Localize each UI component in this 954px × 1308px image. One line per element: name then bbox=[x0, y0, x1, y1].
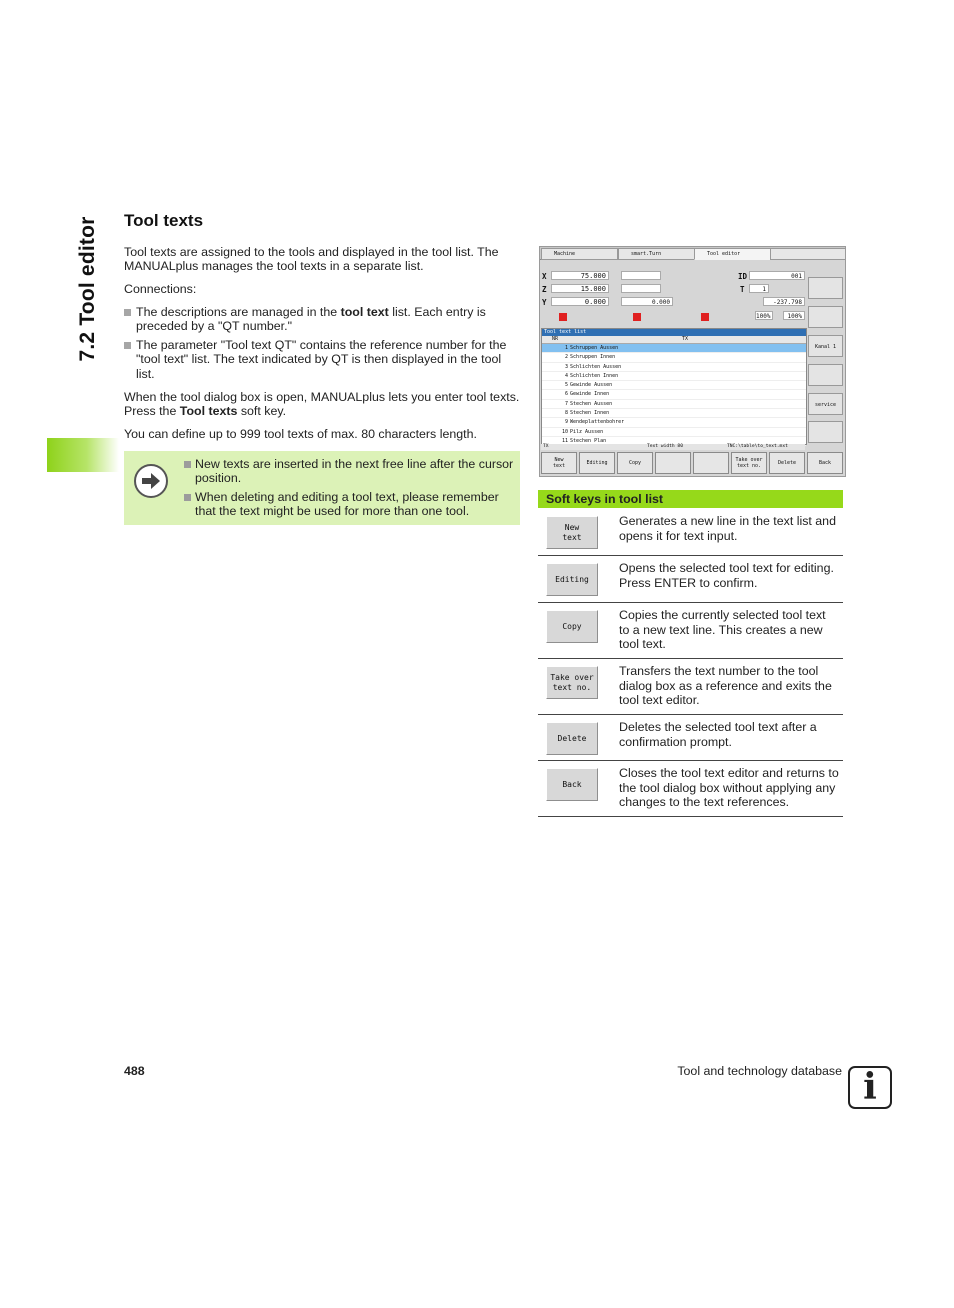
softkey-empty[interactable] bbox=[655, 452, 691, 474]
spindle-status-icon bbox=[559, 313, 567, 321]
list-row[interactable]: 9 Wendeplattenbohrer bbox=[542, 418, 806, 427]
bullet-square bbox=[124, 342, 131, 349]
note-item: New texts are inserted in the next free line after the cursor position. bbox=[184, 457, 514, 487]
softkey-table-header: Soft keys in tool list bbox=[538, 490, 843, 508]
softkey-take-over-text-no[interactable]: Take over text no. bbox=[731, 452, 767, 474]
take-over-text-no-button[interactable]: Take over text no. bbox=[546, 666, 598, 699]
side-softkey[interactable] bbox=[808, 306, 843, 328]
info-icon: i bbox=[848, 1066, 892, 1109]
screen-tab-bar bbox=[540, 247, 845, 260]
softkey-new-text[interactable]: New text bbox=[541, 452, 577, 474]
list-row[interactable]: 8 Stechen Innen bbox=[542, 409, 806, 418]
tab-tool-editor[interactable]: Tool editor bbox=[694, 248, 771, 260]
side-softkey[interactable] bbox=[808, 277, 843, 299]
side-softkey-service[interactable]: service bbox=[808, 393, 843, 415]
connections-label: Connections: bbox=[124, 282, 197, 296]
side-softkey-kanal[interactable]: Kanal 1 bbox=[808, 335, 843, 357]
softkey-table-row: Take over text no. Transfers the text number to the tool dialog box as a reference and exits the tool text editor. bbox=[538, 659, 843, 715]
chapter-tab-marker bbox=[47, 438, 119, 472]
position-display bbox=[541, 271, 805, 325]
note-box bbox=[124, 451, 520, 525]
list-row[interactable]: 2 Schruppen Innen bbox=[542, 353, 806, 362]
footer-chapter-title: Tool and technology database bbox=[677, 1064, 842, 1078]
intro-paragraph: Tool texts are assigned to the tools and displayed in the tool list. The MANUALplus manages the tool texts in a separate list. bbox=[124, 245, 499, 274]
axis-row-z: Z 15.000 T 1 bbox=[541, 284, 805, 296]
section-title: Tool texts bbox=[124, 211, 204, 230]
axis-row-x: X 75.000 ID 001 bbox=[541, 271, 805, 283]
bullet-item: The parameter "Tool text QT" contains the reference number for the "tool text" list. The text indicated by QT is then displayed in the tool list. bbox=[124, 338, 520, 382]
side-softkey[interactable] bbox=[808, 364, 843, 386]
list-row[interactable]: 7 Stechen Aussen bbox=[542, 400, 806, 409]
list-title: Tool text list bbox=[542, 329, 806, 336]
back-button[interactable]: Back bbox=[546, 768, 598, 801]
tab-extra[interactable] bbox=[770, 248, 846, 260]
tab-smart-turn[interactable]: smart.Turn bbox=[618, 248, 695, 260]
list-row[interactable]: 4 Schlichten Innen bbox=[542, 372, 806, 381]
spindle-status-icon bbox=[633, 313, 641, 321]
bullet-item: The descriptions are managed in the tool text list. Each entry is preceded by a "QT number." bbox=[124, 305, 520, 335]
list-row[interactable]: 6 Gewinde Innen bbox=[542, 390, 806, 399]
softkey-copy[interactable]: Copy bbox=[617, 452, 653, 474]
copy-button[interactable]: Copy bbox=[546, 610, 598, 643]
arrow-right-icon bbox=[134, 464, 168, 498]
chapter-side-title: 7.2 Tool editor bbox=[76, 216, 99, 362]
softkey-table-row: Editing Opens the selected tool text for editing. Press ENTER to confirm. bbox=[538, 556, 843, 603]
tool-icon-softkey[interactable] bbox=[808, 421, 843, 443]
page-number: 488 bbox=[124, 1064, 145, 1078]
softkey-table-row: New text Generates a new line in the text list and opens it for text input. bbox=[538, 509, 843, 556]
new-text-button[interactable]: New text bbox=[546, 516, 598, 549]
note-item: When deleting and editing a tool text, please remember that the text might be used for more than one tool. bbox=[184, 490, 514, 520]
softkey-delete[interactable]: Delete bbox=[769, 452, 805, 474]
editing-button[interactable]: Editing bbox=[546, 563, 598, 596]
list-status-bar: TX Text width 80 TNC:\table\to_text.mxt bbox=[541, 444, 805, 450]
limit-paragraph: You can define up to 999 tool texts of max. 80 characters length. bbox=[124, 427, 477, 441]
tool-text-list bbox=[541, 328, 807, 445]
list-row[interactable]: 3 Schlichten Aussen bbox=[542, 363, 806, 372]
list-column-header: NR TX bbox=[542, 336, 806, 344]
list-row[interactable]: 10 Pilz Aussen bbox=[542, 428, 806, 437]
list-row[interactable]: 11 Stechen Plan bbox=[542, 437, 806, 446]
softkey-back[interactable]: Back bbox=[807, 452, 843, 474]
softkey-table-row: Copy Copies the currently selected tool text to a new text line. This creates a new tool text. bbox=[538, 603, 843, 659]
axis-row-y: Y 0.000 0.000 -237.798 bbox=[541, 297, 805, 309]
list-row-selected[interactable]: 1 Schruppen Aussen bbox=[542, 344, 806, 353]
control-screenshot bbox=[539, 246, 846, 477]
softkey-table-row: Back Closes the tool text editor and returns to the tool dialog box without applying any changes to the text references. bbox=[538, 761, 843, 817]
spindle-status-icon bbox=[701, 313, 709, 321]
bullet-square bbox=[124, 309, 131, 316]
tab-machine[interactable]: Machine bbox=[541, 248, 618, 260]
dialog-paragraph: When the tool dialog box is open, MANUALplus lets you enter tool texts. Press the Tool texts soft key. bbox=[124, 390, 520, 419]
delete-button[interactable]: Delete bbox=[546, 722, 598, 755]
status-row: 100% 100% bbox=[541, 311, 805, 323]
list-row[interactable]: 5 Gewinde Aussen bbox=[542, 381, 806, 390]
softkey-empty[interactable] bbox=[693, 452, 729, 474]
softkey-editing[interactable]: Editing bbox=[579, 452, 615, 474]
softkey-table-row: Delete Deletes the selected tool text after a confirmation prompt. bbox=[538, 715, 843, 761]
